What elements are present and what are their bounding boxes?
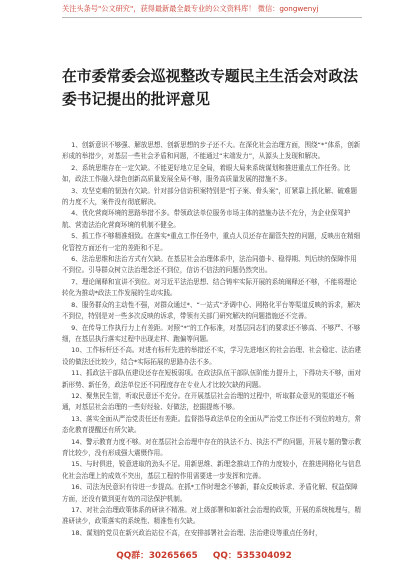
list-item: 1、创新意识不够强、解放思想、创新思想的步子还不大。在深化社会治理方面，围绕“*”体系，创新形成的举措少，对基层一些社会矛盾和问题，不能通过“末端发力”，从源头上发现和解决。 [62, 141, 361, 161]
list-item: 17、对社会治理政策体系的研读不精准。对上级部署和如新社会治理的政策，开展的系统梳理与，精准研读少，政策落实的系统性、精准性有欠缺。 [62, 506, 362, 526]
list-item: 2、系统思维存在一定欠缺。不能更好地立足全局，着眼大局来系统谋划和推进重点工作任务。比如，政法工作融入绿色创新高质量发展全局不够，服务高质量发展的措施不多。 [62, 163, 351, 184]
list-item: 5、抓工作不够精准细致。在落实*重点工作任务中，重点人员还存在漏管失控的问题，反映出在精细化管控方面还有一定的差距和不足。 [62, 232, 361, 252]
list-item: 16、司法为民意识有待进一步提高。在抓*工作时理念不够新，群众反映诉求、矛盾化解、权益保障方面，还没有做到更有效的司法保护机制。 [62, 483, 358, 503]
document-body [62, 140, 362, 539]
banner-divider [62, 17, 362, 18]
document-title: 在市委常委会巡视整改专题民主生活会对政法委书记提出的批评意见 [62, 68, 358, 108]
banner-text: 关注头条号"公文研究"，获得最新最全最专业的公文资料库！ 微信：gongwenyj [62, 4, 319, 13]
list-item: 11、抓政法干部队伍建设还存在短板弱项。在政法队伍干部队伍阶能力提升上，下得功夫不够，面对新形势、新任务，政法单位还不同程度存在专业人才比较欠缺的问题。 [62, 369, 362, 389]
list-item: 10、工作标杆还不高。对进有标杆先进的举措还不实，学习先进地区的社会治理、社会稳定、法治建设的做法还比较少，结合*实际拓展的思路办法不多。 [62, 346, 362, 366]
list-item: 4、优化营商环境的思路举措不多。带领政法单位服务市场主体的措施办法不充分，为企业保驾护航、营造法治化营商环境的机制不健全。 [62, 209, 351, 229]
header-banner [62, 4, 362, 54]
list-item: 6、法治思维和法治方式有欠缺。在基层社会治理体系中，法治同德卡、稳得期、判后续的保障作用不到位。引导群众树立法治理念还不到位，信访不信法的问题仍然突出。 [62, 255, 357, 275]
list-item: 15、与时俱进，锐意进取的劲头不足。用新思维、新理念推动工作的力度较小，在推进网格化与信息化社会治理上的成效不突出，基层工程的作用需要进一步发挥和完善。 [62, 460, 362, 480]
list-item: 9、在传导工作执行力上有差距。对照“*”的工作标准，对基层同志们的要求还不够高、不够严、不够细，在基层执行落实过程中出现走样、跑偏等问题。 [62, 323, 361, 343]
list-item: 8、服务群众的主动性不强，对群众通过*、“一站式”矛调中心、网格化平台等渠道反映的诉求，解决不到位，特别是对一些多次反映的诉求，带领有关部门研究解决的问题措施还不完善。 [62, 300, 361, 321]
list-item: 13、落实全面从严治党责任还有差距。监督指导政法单位的全面从严治党工作还有不到位的地方，常态化教育提醒还有所欠缺。 [62, 414, 362, 435]
list-item: 12、聚焦民生智，听取民意还不充分。在开展基层社会治理的过程中，听取群众意见的渠道还不畅通，对基层社会治理的一些好经验、好做法，挖掘提炼不够。 [62, 391, 355, 412]
list-item: 14、警示教育力度不够。对在基层社会治理中存在的执法不力、执法不严的问题，开展专题的警示教育比较少，没有形成强大震慑作用。 [62, 437, 362, 457]
list-item: 3、攻坚克难的韧劲有欠缺。针对部分信访积案特别是“钉子案、骨头案”，盯紧靠上抓化解、破难题的力度不大，案件没有彻底解决。 [62, 186, 358, 207]
footer-contact [0, 548, 408, 561]
footer-qq: QQ：535304092 [212, 551, 292, 561]
footer-qq-group: QQ群：30265665 [116, 551, 198, 561]
list-item: 18、谋划的党员在新兴政治站位不高，在安排部署社会治理、法治建设等重点任务时， [71, 528, 322, 537]
list-item: 7、理论阐释和宣讲不到位。对习近平法治思想、结合铸牢实际开展的系统阐释还不够，不能将理论转化为推动*政法工作发展的生动实践。 [62, 277, 357, 298]
